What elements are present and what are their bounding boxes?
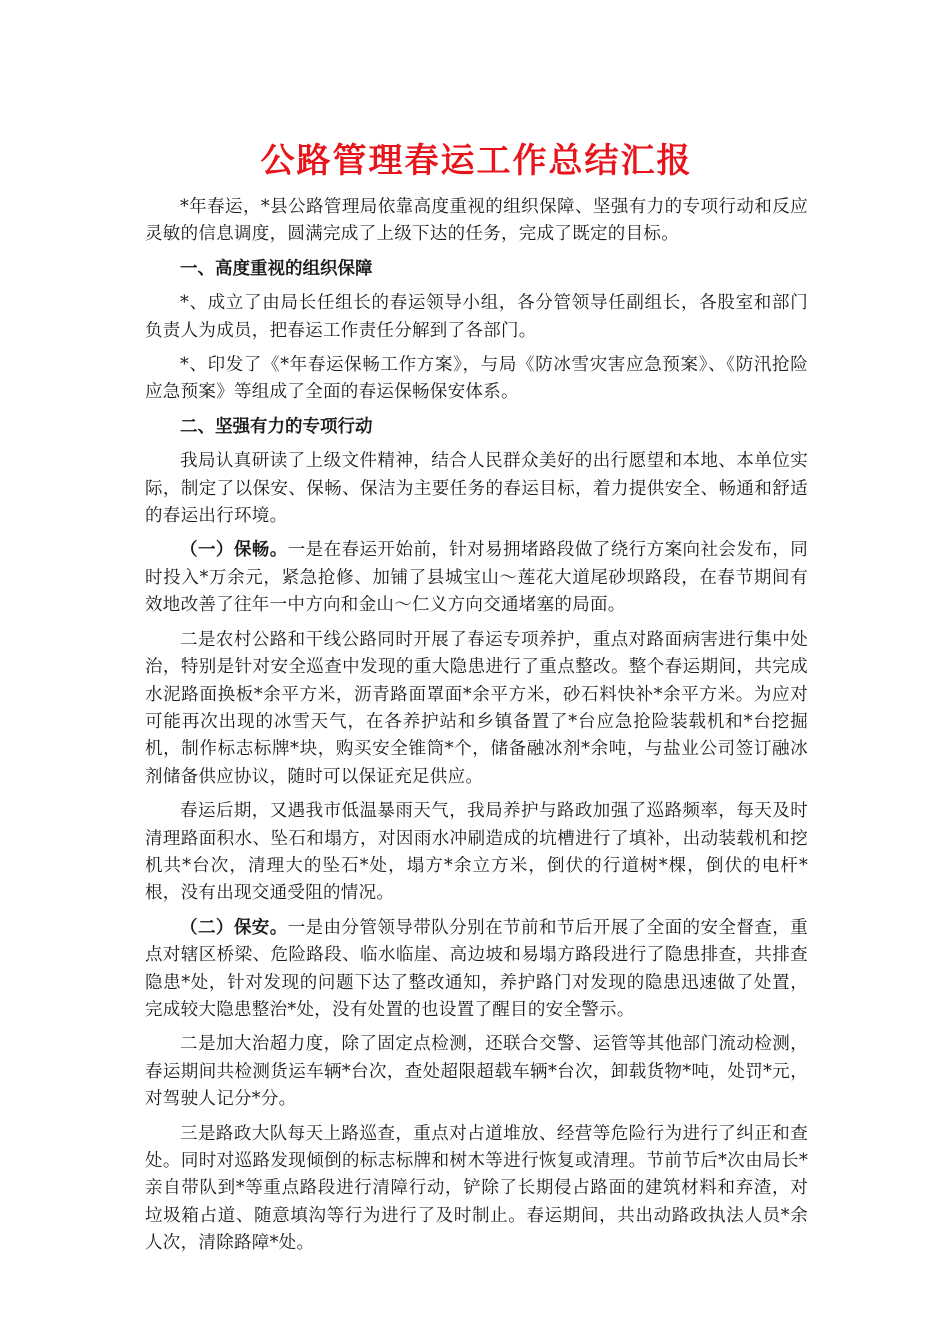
baochang-paragraph (145, 537, 808, 619)
section-2-heading: 二、坚强有力的专项行动 (180, 416, 373, 437)
baoan-paragraph (145, 915, 808, 1025)
section-2-paragraph-5: 三是路政大队每天上路巡查，重点对占道堆放、经营等危险行为进行了纠正和查处。同时对巡路发现倾倒的标志标牌和树木等进行恢复或清理。节前节后*次由局长*亲自带队到*等重点路段进行清障行动，铲除了长期侵占路面的建筑材料和弃渣，对垃圾箱占道、随意填沟等行为进行了及时制止。春运期间，共出动路政执法人员*余人次，清除路障*处。 (145, 1123, 808, 1254)
section-2-paragraph-2: 二是农村公路和干线公路同时开展了春运专项养护，重点对路面病害进行集中处治，特别是针对安全巡查中发现的重大隐患进行了重点整改。整个春运期间，共完成水泥路面换板*余平方米，沥青路面罩面*余平方米，砂石料快补*余平方米。为应对可能再次出现的冰雪天气，在各养护站和乡镇备置了*台应急抢险装载机和*台挖掘机，制作标志标牌*块，购买安全锥筒*个，储备融冰剂*余吨，与盐业公司签订融冰剂储备供应协议，随时可以保证充足供应。 (145, 629, 808, 787)
document-page (145, 138, 808, 1265)
section-2-paragraph-1: 我局认真研读了上级文件精神，结合人民群众美好的出行愿望和本地、本单位实际，制定了以保安、保畅、保洁为主要任务的春运目标，着力提供安全、畅通和舒适的春运出行环境。 (145, 451, 808, 527)
intro-paragraph: *年春运，*县公路管理局依靠高度重视的组织保障、坚强有力的专项行动和反应灵敏的信息调度，圆满完成了上级下达的任务，完成了既定的目标。 (145, 197, 808, 245)
baoan-lead: （二）保安。 (180, 917, 288, 938)
section-1-paragraph-2: *、印发了《*年春运保畅工作方案》，与局《防冰雪灾害应急预案》、《防汛抢险应急预案》等组成了全面的春运保畅保安体系。 (145, 355, 808, 403)
baochang-lead: （一）保畅。 (180, 540, 288, 561)
section-2-paragraph-4: 二是加大治超力度，除了固定点检测，还联合交警、运管等其他部门流动检测，春运期间共检测货运车辆*台次，查处超限超载车辆*台次，卸载货物*吨，处罚*元，对驾驶人记分*分。 (145, 1034, 808, 1110)
baoan-text: 一是由分管领导带队分别在节前和节后开展了全面的安全督查，重点对辖区桥梁、危险路段、临水临崖、高边坡和易塌方路段进行了隐患排查，共排查隐患*处，针对发现的问题下达了整改通知，养护路门对发现的隐患迅速做了处置，完成较大隐患整治*处，没有处置的也设置了醒目的安全警示。 (145, 917, 808, 1020)
baochang-text: 一是在春运开始前，针对易拥堵路段做了绕行方案向社会发布，同时投入*万余元，紧急抢修、加铺了县城宝山～莲花大道尾砂坝路段，在春节期间有效地改善了往年一中方向和金山～仁义方向交通堵塞的局面。 (145, 540, 808, 616)
document-title: 公路管理春运工作总结汇报 (260, 141, 693, 181)
section-1-heading: 一、高度重视的组织保障 (180, 258, 373, 279)
section-2-paragraph-3: 春运后期，又遇我市低温暴雨天气，我局养护与路政加强了巡路频率，每天及时清理路面积水、坠石和塌方，对因雨水冲刷造成的坑槽进行了填补，出动装载机和挖机共*台次，清理大的坠石*处，塌方*余立方米，倒伏的行道树*棵，倒伏的电杆*根，没有出现交通受阻的情况。 (145, 801, 808, 904)
section-1-paragraph-1: *、成立了由局长任组长的春运领导小组，各分管领导任副组长，各股室和部门负责人为成员，把春运工作责任分解到了各部门。 (145, 293, 808, 341)
